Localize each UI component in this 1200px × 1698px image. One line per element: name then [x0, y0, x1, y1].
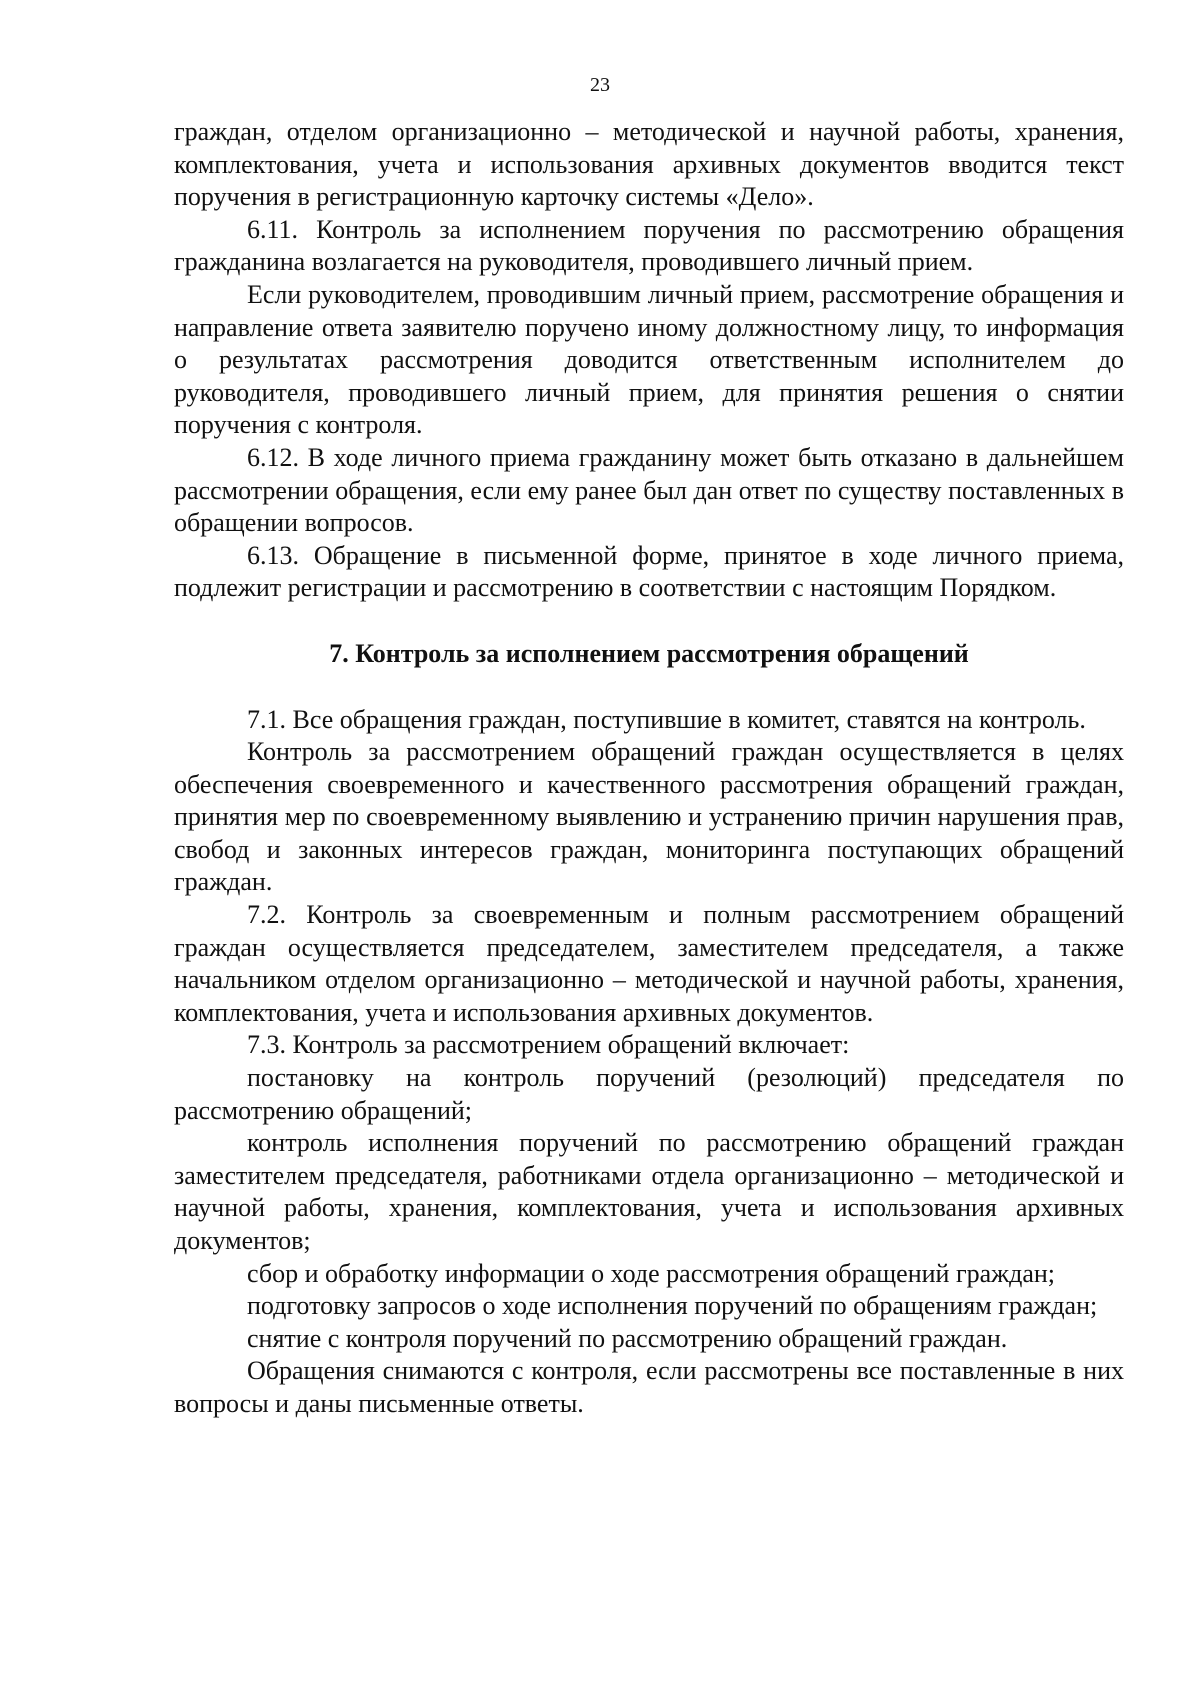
- paragraph: снятие с контроля поручений по рассмотрению обращений граждан.: [247, 1323, 1008, 1353]
- paragraph: подготовку запросов о ходе исполнения поручений по обращениям граждан;: [247, 1291, 1098, 1321]
- paragraph: контроль исполнения поручений по рассмотрению обращений граждан заместителем председателя, работниками отдела организационно – методической и научной работы, хранения, комплектования, учета и использования архивных документов;: [174, 1128, 1124, 1255]
- document-body: [174, 116, 1124, 1421]
- spacer: [174, 605, 1124, 638]
- section-heading: 7. Контроль за исполнением рассмотрения обращений: [329, 638, 969, 668]
- spacer: [174, 671, 1124, 704]
- paragraph: 6.13. Обращение в письменной форме, принятое в ходе личного приема, подлежит регистрации и рассмотрению в соответствии с настоящим Порядком.: [174, 540, 1124, 603]
- paragraph: сбор и обработку информации о ходе рассмотрения обращений граждан;: [247, 1258, 1056, 1288]
- paragraph: Если руководителем, проводившим личный прием, рассмотрение обращения и направление ответа заявителю поручено иному должностному лицу, то информация о результатах рассмотрения доводится ответственным исполнителем до руководителя, проводившего личный прием, для принятия решения о снятии поручения с контроля.: [174, 279, 1124, 440]
- paragraph: Обращения снимаются с контроля, если рассмотрены все поставленные в них вопросы и даны письменные ответы.: [174, 1356, 1124, 1418]
- paragraph: 7.2. Контроль за своевременным и полным рассмотрением обращений граждан осуществляется председателем, заместителем председателя, а также начальником отделом организационно – методической и научной работы, хранения, комплектования, учета и использования архивных документов.: [174, 900, 1124, 1027]
- paragraph: постановку на контроль поручений (резолюций) председателя по рассмотрению обращений;: [174, 1063, 1124, 1125]
- page-number: 23: [590, 74, 610, 96]
- paragraph: 7.3. Контроль за рассмотрением обращений включает:: [247, 1030, 850, 1060]
- paragraph: 6.11. Контроль за исполнением поручения по рассмотрению обращения гражданина возлагается на руководителя, проводившего личный прием.: [174, 214, 1124, 277]
- paragraph: 7.1. Все обращения граждан, поступившие в комитет, ставятся на контроль.: [247, 704, 1086, 734]
- paragraph: Контроль за рассмотрением обращений граждан осуществляется в целях обеспечения своевременного и качественного рассмотрения обращений граждан, принятия мер по своевременному выявлению и устранению причин нарушения прав, свобод и законных интересов граждан, мониторинга поступающих обращений граждан.: [174, 737, 1124, 897]
- paragraph: 6.12. В ходе личного приема гражданину может быть отказано в дальнейшем рассмотрении обращения, если ему ранее был дан ответ по существу поставленных в обращении вопросов.: [174, 442, 1124, 538]
- paragraph: граждан, отделом организационно – методической и научной работы, хранения, комплектования, учета и использования архивных документов вводится текст поручения в регистрационную карточку системы «Дело».: [174, 117, 1124, 212]
